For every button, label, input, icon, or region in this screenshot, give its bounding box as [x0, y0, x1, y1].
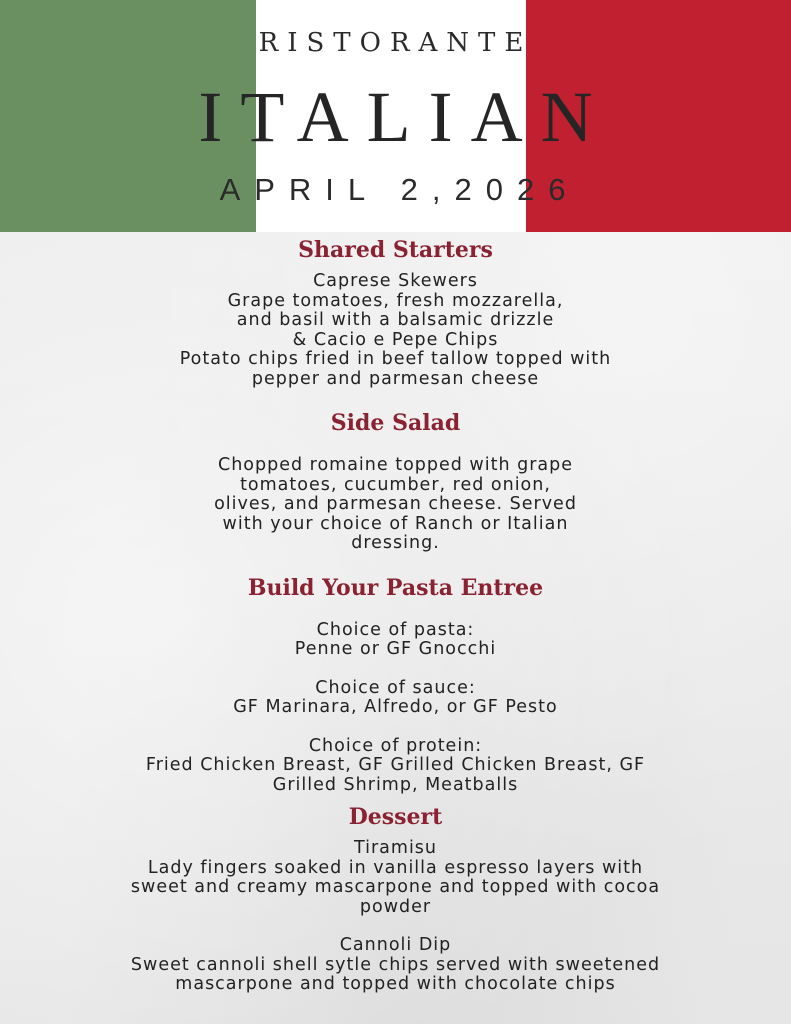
section-title-starters: Shared Starters [298, 237, 493, 263]
dessert-item-desc: Sweet cannoli shell sytle chips served with sweetened [130, 954, 661, 975]
salad-line: tomatoes, cucumber, red onion, [240, 474, 551, 495]
sauce-choice-options: GF Marinara, Alfredo, or GF Pesto [233, 697, 558, 717]
menu-header [0, 0, 791, 232]
salad-line: with your choice of Ranch or Italian [222, 513, 569, 534]
dessert-item-desc: powder [359, 896, 432, 917]
salad-line: Chopped romaine topped with grape [217, 455, 574, 475]
section-title-dessert: Dessert [348, 804, 443, 830]
protein-choice-line: Fried Chicken Breast, GF Grilled Chicken Breast, GF [145, 755, 646, 775]
starters-line: Grape tomatoes, fresh mozzarella, [227, 290, 564, 311]
sauce-choice-label: Choice of sauce: [315, 677, 476, 698]
starters-line: pepper and parmesan cheese [251, 368, 540, 389]
salad-line: dressing. [351, 533, 440, 553]
starters-line: and basil with a balsamic drizzle [236, 310, 555, 330]
pasta-choice-label: Choice of pasta: [316, 619, 475, 640]
menu-body [0, 236, 791, 995]
section-title-salad: Side Salad [330, 410, 461, 436]
salad-line: olives, and parmesan cheese. Served [214, 494, 577, 514]
starters-line: Caprese Skewers [313, 271, 478, 291]
section-title-pasta: Build Your Pasta Entree [247, 574, 544, 601]
dessert-item-desc: Lady fingers soaked in vanilla espresso layers with [147, 857, 644, 878]
starters-line: & Cacio e Pepe Chips [292, 329, 499, 350]
dessert-item-desc: sweet and creamy mascarpone and topped with cocoa [130, 877, 661, 897]
pasta-choice-options: Penne or GF Gnocchi [294, 639, 497, 659]
protein-choice-line: Grilled Shrimp, Meatballs [272, 774, 519, 795]
starters-line: Potato chips fried in beef tallow topped with [179, 349, 612, 369]
header-eyebrow: RISTORANTE [258, 28, 533, 58]
protein-choice-label: Choice of protein: [308, 735, 483, 756]
dessert-item-name: Cannoli Dip [339, 935, 452, 955]
dessert-item-desc: mascarpone and topped with chocolate chips [175, 974, 616, 994]
header-date: APRIL 2,2026 [219, 172, 580, 207]
dessert-item-name: Tiramisu [353, 838, 438, 858]
header-title: ITALIAN [198, 77, 611, 157]
